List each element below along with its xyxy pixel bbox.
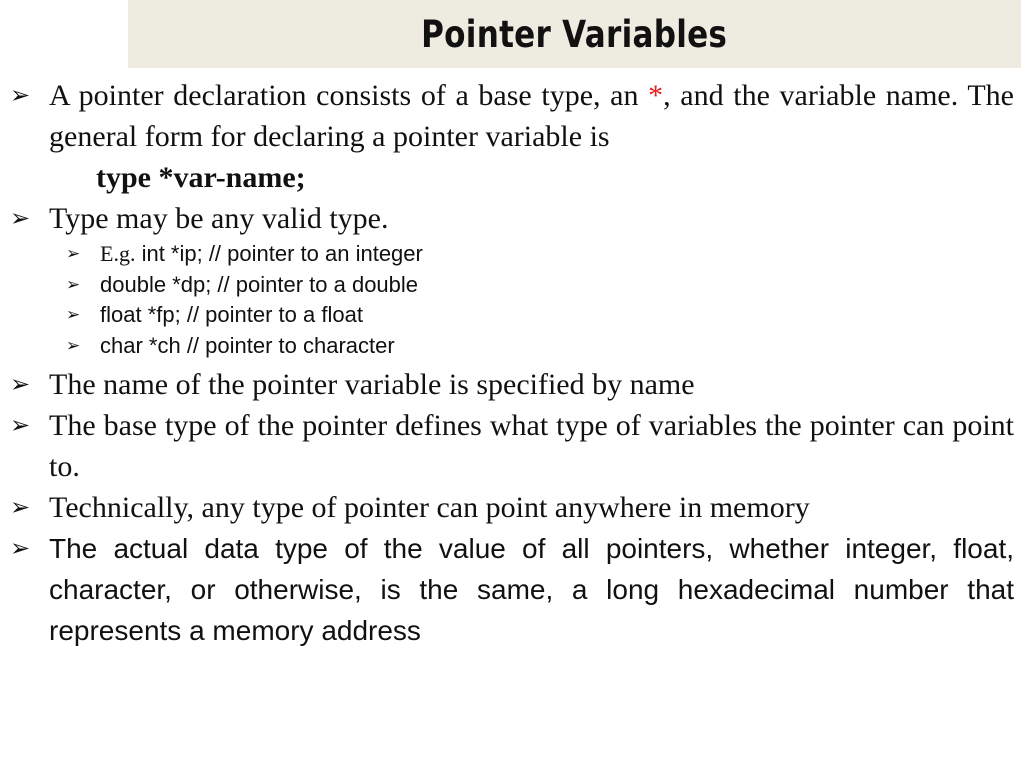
slide-title: Pointer Variables <box>421 12 728 56</box>
arrowhead-bullet-icon: ➢ <box>10 81 31 109</box>
example-list <box>8 239 1014 361</box>
arrowhead-bullet-icon: ➢ <box>10 370 31 398</box>
arrowhead-sub-bullet-icon: ➢ <box>66 335 81 356</box>
arrowhead-sub-bullet-icon: ➢ <box>66 244 81 264</box>
example-item <box>8 300 1014 331</box>
arrowhead-bullet-icon: ➢ <box>10 204 31 232</box>
bullet-valid-type <box>8 198 1014 239</box>
bullet-actual-data-type <box>8 528 1014 651</box>
bullet-text: The base type of the pointer defines what type of variables the pointer can point to. <box>49 409 1014 483</box>
bullet-declaration <box>8 75 1014 157</box>
arrowhead-sub-bullet-icon: ➢ <box>66 274 81 295</box>
example-item <box>8 331 1014 362</box>
bullet-text: Type may be any valid type. <box>49 202 389 235</box>
arrowhead-sub-bullet-icon: ➢ <box>66 305 81 325</box>
general-form-code: type *var-name; <box>96 161 306 194</box>
title-bar <box>128 0 1021 68</box>
asterisk-highlight: * <box>648 79 664 112</box>
bullet-text: , and the variable name. The general form for declaring a pointer variable is <box>49 79 1014 153</box>
bullet-technically <box>8 487 1014 528</box>
example-text: double *dp; // pointer to a double <box>100 271 419 297</box>
example-item <box>8 270 1014 301</box>
arrowhead-bullet-icon: ➢ <box>10 493 31 521</box>
bullet-text: The name of the pointer variable is specified by name <box>49 368 695 401</box>
example-prefix: E.g. <box>100 241 136 266</box>
bullet-text: Technically, any type of pointer can point anywhere in memory <box>49 491 810 524</box>
example-text: float *fp; // pointer to a float <box>100 302 363 327</box>
slide-content <box>8 75 1014 651</box>
bullet-text: The actual data type of the value of all pointers, whether integer, float, character, or otherwise, is the same, a long hexadecimal number that represents a memory address <box>49 533 1014 646</box>
example-text: int *ip; // pointer to an integer <box>135 241 423 266</box>
bullet-pointer-name <box>8 364 1014 405</box>
example-text: char *ch // pointer to character <box>100 332 395 358</box>
arrowhead-bullet-icon: ➢ <box>10 411 31 439</box>
bullet-base-type <box>8 405 1014 487</box>
arrowhead-bullet-icon: ➢ <box>10 534 31 562</box>
example-item <box>8 239 1014 270</box>
bullet-text: A pointer declaration consists of a base type, an <box>49 79 649 112</box>
